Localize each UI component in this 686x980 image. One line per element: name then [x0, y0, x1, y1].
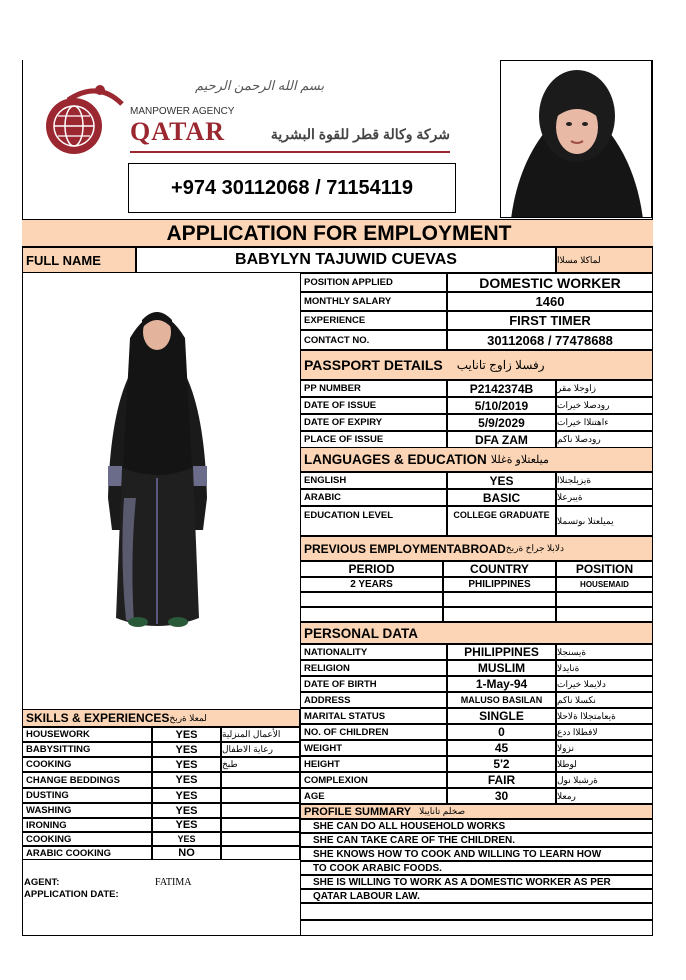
skill-row-arabic [221, 832, 300, 846]
personal-data-header [300, 622, 653, 644]
personal-row-value: 1-May-94 [447, 676, 556, 692]
personal-row-arabic: لوطلا [556, 756, 653, 772]
personal-row-value: MALUSO BASILAN [447, 692, 556, 708]
personal-row-arabic: رمعلا [556, 788, 653, 804]
personal-row-arabic: لافطلاا ددع [556, 724, 653, 740]
profile-empty-row [300, 920, 653, 936]
personal-row-arabic: ةنايدلا [556, 660, 653, 676]
personal-row-label: ADDRESS [300, 692, 447, 708]
skill-row-value: YES [152, 727, 221, 742]
passport-row-value: 5/10/2019 [447, 397, 556, 414]
personal-row-label: COMPLEXION [300, 772, 447, 788]
application-date-label: APPLICATION DATE: [24, 889, 119, 900]
language-row-value: COLLEGE GRADUATE [447, 506, 556, 536]
previous-empty-cell [300, 607, 443, 622]
previous-empty-cell [300, 592, 443, 607]
skill-row-label: HOUSEWORK [22, 727, 152, 742]
passport-row-arabic: رودصلا خيرات [556, 397, 653, 414]
profile-summary-line: TO COOK ARABIC FOODS. [300, 861, 653, 875]
previous-employment-title: PREVIOUS EMPLOYMENTABROAD [304, 541, 506, 556]
personal-row-label: RELIGION [300, 660, 447, 676]
profile-summary-title: PROFILE SUMMARY [304, 805, 412, 818]
skill-row-label: CHANGE BEDDINGS [22, 772, 152, 788]
form-title-bar [22, 219, 653, 247]
full-name-label-arabic: لماكلا مسلاا [556, 247, 653, 273]
skill-row-arabic [221, 846, 300, 860]
passport-row-arabic: ءاهتنلاا خيرات [556, 414, 653, 431]
skill-row-value: YES [152, 803, 221, 818]
skills-section-header [22, 709, 300, 727]
previous-header-position: POSITION [556, 561, 653, 577]
position-row-label: EXPERIENCE [300, 311, 447, 330]
agency-name-arabic: شركة وكالة قطر للقوة البشرية [270, 126, 450, 142]
skill-row-label: BABYSITTING [22, 742, 152, 757]
position-row-value: 1460 [447, 292, 653, 311]
agency-logo [38, 78, 126, 160]
skill-row-arabic [221, 803, 300, 818]
personal-row-label: WEIGHT [300, 740, 447, 756]
skill-row-arabic [221, 818, 300, 832]
personal-row-arabic: نزولا [556, 740, 653, 756]
full-name-label: FULL NAME [22, 247, 136, 273]
personal-row-value: 0 [447, 724, 556, 740]
phone-box [128, 163, 456, 213]
skill-row-value: YES [152, 832, 221, 846]
previous-cell: HOUSEMAID [556, 577, 653, 592]
passport-row-label: PLACE OF ISSUE [300, 431, 447, 448]
full-name-value: BABYLYN TAJUWID CUEVAS [136, 247, 556, 273]
personal-row-label: AGE [300, 788, 447, 804]
agent-label: AGENT: [24, 877, 60, 888]
language-row-value: BASIC [447, 489, 556, 506]
personal-row-label: NATIONALITY [300, 644, 447, 660]
skill-row-arabic [221, 772, 300, 788]
personal-row-arabic: ةيسنجلا [556, 644, 653, 660]
personal-data-title: PERSONAL DATA [304, 625, 419, 641]
skills-title-arabic: لمعلا ةربخ [169, 712, 207, 723]
passport-row-value: DFA ZAM [447, 431, 556, 448]
profile-empty-row [300, 903, 653, 920]
personal-row-arabic: نكسلا ناكم [556, 692, 653, 708]
skill-row-arabic: رعاية الاطفال [221, 742, 300, 757]
previous-empty-cell [556, 607, 653, 622]
passport-row-label: DATE OF ISSUE [300, 397, 447, 414]
passport-title-arabic: رفسلا زاوج تانايب [456, 358, 545, 372]
personal-row-value: 30 [447, 788, 556, 804]
previous-cell: PHILIPPINES [443, 577, 556, 592]
skill-row-value: YES [152, 742, 221, 757]
skill-row-label: ARABIC COOKING [22, 846, 152, 860]
personal-row-value: 45 [447, 740, 556, 756]
language-row-arabic: ةيزيلجنلاا [556, 472, 653, 489]
profile-summary-line: SHE CAN TAKE CARE OF THE CHILDREN. [300, 833, 653, 847]
previous-header-country: COUNTRY [443, 561, 556, 577]
language-row-value: YES [447, 472, 556, 489]
position-row-label: MONTHLY SALARY [300, 292, 447, 311]
position-row-value: FIRST TIMER [447, 311, 653, 330]
passport-row-arabic: زاوجلا مقر [556, 380, 653, 397]
position-row-label: CONTACT NO. [300, 330, 447, 350]
agency-brand: QATAR [130, 117, 226, 146]
agent-value: FATIMA [155, 877, 192, 888]
passport-section-header [300, 350, 653, 380]
skills-title: SKILLS & EXPERIENCES [26, 711, 170, 725]
passport-row-value: 5/9/2029 [447, 414, 556, 431]
previous-empty-cell [556, 592, 653, 607]
language-row-label: ENGLISH [300, 472, 447, 489]
personal-row-value: MUSLIM [447, 660, 556, 676]
languages-title: LANGUAGES & EDUCATION [304, 452, 487, 467]
previous-empty-cell [443, 592, 556, 607]
personal-row-label: DATE OF BIRTH [300, 676, 447, 692]
language-row-arabic: يميلعتلا ىوتسملا [556, 506, 653, 536]
skill-row-label: WASHING [22, 803, 152, 818]
skill-row-arabic: طبخ [221, 757, 300, 772]
personal-row-label: NO. OF CHILDREN [300, 724, 447, 740]
personal-row-value: SINGLE [447, 708, 556, 724]
profile-summary-header [300, 804, 653, 819]
position-row-label: POSITION APPLIED [300, 273, 447, 292]
skill-row-label: COOKING [22, 757, 152, 772]
personal-row-arabic: ةرشبلا نول [556, 772, 653, 788]
applicant-photo [500, 60, 652, 218]
personal-row-label: MARITAL STATUS [300, 708, 447, 724]
skill-row-arabic [221, 788, 300, 803]
full-body-photo [100, 298, 215, 630]
personal-row-value: 5'2 [447, 756, 556, 772]
skill-row-label: COOKING [22, 832, 152, 846]
personal-row-label: HEIGHT [300, 756, 447, 772]
phone-number: +974 30112068 / 71154119 [171, 176, 413, 199]
personal-row-value: FAIR [447, 772, 556, 788]
passport-row-label: DATE OF EXPIRY [300, 414, 447, 431]
language-row-label: EDUCATION LEVEL [300, 506, 447, 536]
passport-title: PASSPORT DETAILS [304, 357, 443, 373]
personal-row-arabic: دلايملا خيرات [556, 676, 653, 692]
personal-row-value: PHILIPPINES [447, 644, 556, 660]
skill-row-value: YES [152, 757, 221, 772]
header-divider [130, 151, 450, 153]
previous-cell: 2 YEARS [300, 577, 443, 592]
profile-summary-line: SHE CAN DO ALL HOUSEHOLD WORKS [300, 819, 653, 833]
languages-section-header [300, 447, 653, 472]
previous-empty-cell [443, 607, 556, 622]
profile-summary-line: SHE IS WILLING TO WORK AS A DOMESTIC WORKER AS PER [300, 875, 653, 889]
skill-row-label: DUSTING [22, 788, 152, 803]
skill-row-value: YES [152, 818, 221, 832]
skill-row-arabic: الأعمال المنزلية [221, 727, 300, 742]
agency-subtitle: MANPOWER AGENCY [130, 106, 235, 117]
profile-summary-title-arabic: صخلم تانايبلا [419, 806, 466, 816]
language-row-arabic: ةيبرعلا [556, 489, 653, 506]
previous-header-period: PERIOD [300, 561, 443, 577]
previous-employment-header [300, 536, 653, 561]
profile-summary-line: QATAR LABOUR LAW. [300, 889, 653, 903]
passport-row-arabic: رودصلا ناكم [556, 431, 653, 448]
languages-title-arabic: ميلعتلاو ةغللا [490, 454, 549, 466]
profile-summary-line: SHE KNOWS HOW TO COOK AND WILLING TO LEARN HOW [300, 847, 653, 861]
skill-row-value: YES [152, 788, 221, 803]
position-row-value: DOMESTIC WORKER [447, 273, 653, 292]
passport-row-label: PP NUMBER [300, 380, 447, 397]
previous-employment-title-arabic: دلابلا جراخ ةربخ [505, 543, 565, 553]
personal-row-arabic: ةيعامتجلاا ةلاحلا [556, 708, 653, 724]
skill-row-value: YES [152, 772, 221, 788]
basmala: بسم الله الرحمن الرحيم [195, 78, 325, 93]
form-title: APPLICATION FOR EMPLOYMENT [166, 222, 512, 245]
skill-row-label: IRONING [22, 818, 152, 832]
skill-row-value: NO [152, 846, 221, 860]
passport-row-value: P2142374B [447, 380, 556, 397]
language-row-label: ARABIC [300, 489, 447, 506]
position-row-value: 30112068 / 77478688 [447, 330, 653, 350]
